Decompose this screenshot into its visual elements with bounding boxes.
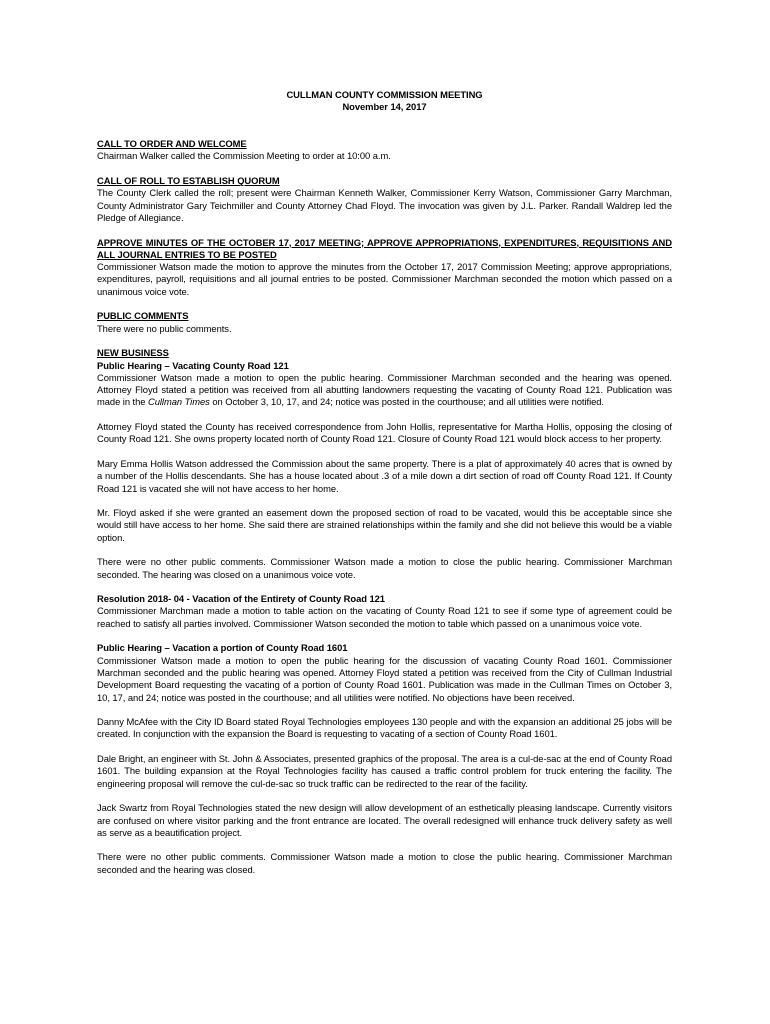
hearing-1601-paragraph-3: Dale Bright, an engineer with St. John & Associates, presented graphics of the proposal. The area is a cul-de-sac at the end of County Road 1601. The building expansion at the Royal Technologies facility has caused a traffic control problem for truck entering the facility. The engineering proposal will remove the cul-de-sac so truck traffic can be redirected to the rear of the facility.: [97, 753, 672, 789]
public-comments-text: There were no public comments.: [97, 322, 232, 334]
newspaper-name: Cullman Times: [148, 396, 210, 408]
new-business-heading: NEW BUSINESS: [97, 347, 169, 359]
document-page: [97, 89, 672, 876]
hearing-1601-section: [97, 642, 672, 876]
roll-call-heading: CALL OF ROLL TO ESTABLISH QUORUM: [97, 175, 280, 187]
call-to-order-text: Chairman Walker called the Commission Meeting to order at 10:00 a.m.: [97, 150, 391, 162]
document-title: CULLMAN COUNTY COMMISSION MEETING: [286, 89, 483, 100]
hearing-121-paragraph-5: There were no other public comments. Commissioner Watson made a motion to close the public hearing. Commissioner Marchman seconded. The hearing was closed on a unanimous voice vote.: [97, 556, 672, 580]
hearing-1601-paragraph-4: Jack Swartz from Royal Technologies stated the new design will allow development of an esthetically pleasing landscape. Currently visitors are confused on where visitor parking and the front entrance are located. The overall redesigned will enhance truck delivery safety as well as serve as a beautification project.: [97, 802, 672, 838]
hearing-121-paragraph-1: [97, 372, 672, 409]
hearing-121-p1-end: on October 3, 10, 17, and 24; notice was posted in the courthouse; and all utilities were notified.: [209, 396, 604, 408]
hearing-1601-paragraph-2: Danny McAfee with the City ID Board stated Royal Technologies employees 130 people and with the expansion an additional 25 jobs will be created. In conjunction with the expansion the Board is requesting to vacating of a section of County Road 1601.: [97, 716, 672, 740]
call-to-order-section: [97, 138, 672, 163]
document-date: November 14, 2017: [342, 101, 427, 113]
hearing-1601-paragraph-1: Commissioner Watson made a motion to open the public hearing for the discussion of vacating County Road 1601. Commissioner Marchman seconded and the public hearing was opened. Attorney Floyd stated a petition was received from the City of Cullman Industrial Development Board requesting the vacating of a portion of County Road 1601. Publication was made in the Cullman Times on October 3, 10, 17, and 24; notice was posted in the courthouse; and all utilities were notified. No objections have been received.: [97, 654, 672, 703]
hearing-121-p1-start: Commissioner Watson made a motion to open the public hearing. Commissioner Marchman seconded and the hearing was opened. Attorney Floyd stated a petition was received from all abutting landowners requesting the vacating of County Road 121. Publication was made in the: [97, 371, 672, 408]
minutes-heading: APPROVE MINUTES OF THE OCTOBER 17, 2017 MEETING; APPROVE APPROPRIATIONS, EXPENDITURES, REQUISITIONS AND ALL JOURNAL ENTRIES TO BE POSTED: [97, 236, 672, 260]
call-to-order-heading: CALL TO ORDER AND WELCOME: [97, 138, 247, 150]
hearing-121-subheading: Public Hearing – Vacating County Road 121: [97, 359, 289, 371]
resolution-subheading: Resolution 2018- 04 - Vacation of the Entirety of County Road 121: [97, 593, 385, 605]
roll-call-section: [97, 175, 672, 224]
hearing-1601-subheading: Public Hearing – Vacation a portion of County Road 1601: [97, 642, 348, 654]
resolution-section: [97, 593, 672, 630]
resolution-text: Commissioner Marchman made a motion to table action on the vacating of County Road 121 to see if some type of agreement could be reached to satisfy all parties involved. Commissioner Watson seconded the motion to table which passed on a unanimous voice vote.: [97, 605, 672, 629]
public-comments-heading: PUBLIC COMMENTS: [97, 310, 189, 322]
hearing-121-paragraph-4: Mr. Floyd asked if she were granted an easement down the proposed section of road to be vacated, would this be acceptable since she would still have access to her home. She said there are strained relationships within the family and she did not believe this would be a viable option.: [97, 507, 672, 543]
hearing-121-paragraph-3: Mary Emma Hollis Watson addressed the Commission about the same property. There is a plat of approximately 40 acres that is owned by a number of the Hollis descendants. She has a house located about .3 of a mile down a dirt section of road off County Road 121. If County Road 121 is vacated she will not have access to her home.: [97, 457, 672, 494]
minutes-section: [97, 237, 672, 298]
hearing-121-paragraph-2: Attorney Floyd stated the County has received correspondence from John Hollis, representative for Martha Hollis, opposing the closing of County Road 121. She owns property located north of County Road 121. Closure of County Road 121 would block access to her property.: [97, 421, 672, 445]
minutes-text: Commissioner Watson made the motion to approve the minutes from the October 17, 2017 Commission Meeting; approve appropriations, expenditures, payroll, requisitions and all journal entries to be posted. Commissioner Marchman seconded the motion which passed on a unanimous voice vote.: [97, 261, 672, 297]
new-business-section: [97, 347, 672, 876]
public-comments-section: [97, 310, 672, 335]
hearing-1601-paragraph-5: There were no other public comments. Commissioner Watson made a motion to close the public hearing. Commissioner Marchman seconded and the hearing was closed.: [97, 851, 672, 875]
roll-call-text: The County Clerk called the roll; present were Chairman Kenneth Walker, Commissioner Kerry Watson, Commissioner Garry Marchman, County Administrator Gary Teichmiller and County Attorney Chad Floyd. The invocation was given by J.L. Parker. Randall Waldrep led the Pledge of Allegiance.: [97, 187, 672, 223]
